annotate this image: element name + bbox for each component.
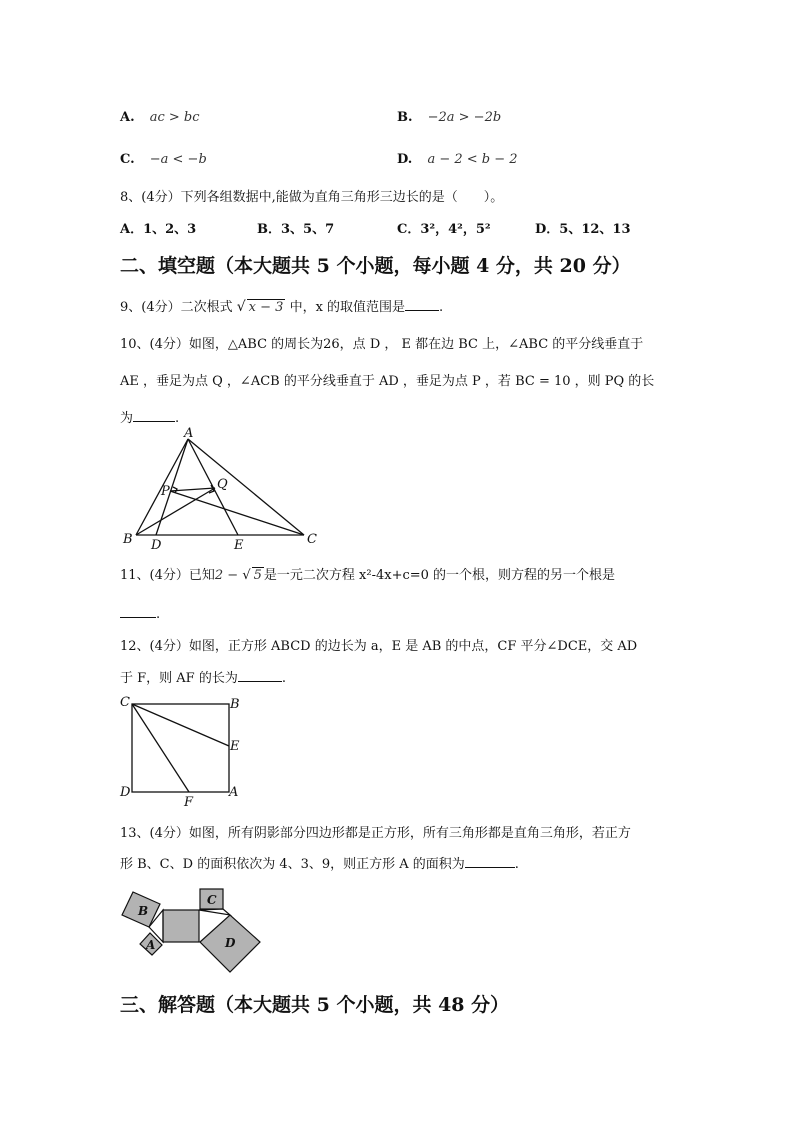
- q10-bisector-c: [170, 491, 304, 535]
- q7-option-c-letter: C.: [120, 152, 135, 167]
- q13-answer-blank: [465, 855, 515, 868]
- q7-option-a-letter: A.: [120, 110, 135, 125]
- q10-bisector-b: [136, 488, 215, 535]
- q10-triangle-figure: [115, 425, 325, 555]
- q7-option-d-letter: D.: [397, 152, 413, 167]
- q7-option-a: [120, 106, 200, 125]
- q11-answer-blank: [120, 605, 156, 618]
- q10-end: .: [175, 411, 180, 426]
- q7-option-c: [120, 148, 207, 167]
- section2-title: 二、填空题（本大题共 5 个小题，每小题 4 分，共 20 分）: [120, 255, 631, 277]
- q10-label-b: B: [123, 532, 133, 547]
- q9-end: .: [439, 300, 444, 315]
- q12-segment-cf: [132, 704, 189, 792]
- q8-option-a: A．1、2、3: [120, 222, 197, 237]
- q12-line1: 12、(4分）如图，正方形 ABCD 的边长为 a，E 是 AB 的中点，CF 平分∠DCE，交 AD: [120, 639, 638, 654]
- q13-squares-figure: [115, 880, 270, 980]
- q12-answer-blank: [238, 669, 282, 682]
- q11-end: .: [156, 607, 161, 622]
- q10-label-e: E: [234, 538, 244, 553]
- q13-line1: 13、(4分）如图，所有阴影部分四边形都是正方形，所有三角形都是直角三角形，若正方: [120, 826, 631, 841]
- q10-label-c: C: [307, 532, 317, 547]
- q11: 11、(4分）已知2 − √ 5 是一元二次方程 x²-4x+c=0 的一个根，则方程的另一个根是: [120, 568, 616, 583]
- q7-option-d: [397, 148, 518, 167]
- q7-option-a-expr: ac > bc: [149, 110, 200, 125]
- section3-title: 三、解答题（本大题共 5 个小题，共 48 分）: [120, 994, 510, 1016]
- q10-segment-ae: [188, 439, 238, 535]
- q13-center-square: [163, 910, 199, 942]
- q13-label-b: B: [138, 904, 149, 918]
- q12-label-e: E: [230, 739, 240, 754]
- q8-option-c: C．3²，4²，5²: [397, 222, 491, 237]
- q7-option-b-expr: −2a > −2b: [427, 110, 502, 125]
- q10-label-a: A: [184, 426, 194, 441]
- q10-answer-blank: [133, 409, 175, 422]
- q10-line2: AE ，垂足为点 Q ，∠ACB 的平分线垂直于 AD ，垂足为点 P ，若 BC = 10 ，则 PQ 的长: [120, 374, 655, 389]
- q13-end: .: [514, 857, 519, 872]
- q8-option-d: D．5、12、13: [535, 222, 631, 237]
- q13-label-a: A: [146, 938, 156, 952]
- q12-label-f: F: [184, 795, 194, 810]
- q12-segment-ce: [132, 704, 229, 746]
- q7-option-d-expr: a − 2 < b − 2: [427, 152, 518, 167]
- q9-answer-blank: [405, 298, 439, 311]
- q12-end: .: [281, 671, 286, 686]
- q9-post: 中，x 的取值范围是: [285, 300, 406, 315]
- q9-radicand: x − 3: [248, 300, 284, 315]
- q12-label-a: A: [229, 785, 239, 800]
- q12-line2-text: 于 F，则 AF 的长为: [120, 671, 238, 686]
- q12-label-c: C: [120, 695, 130, 710]
- q10-line1: 10、(4分）如图，△ABC 的周长为26，点 D ， E 都在边 BC 上，∠ABC 的平分线垂直于: [120, 337, 644, 352]
- q13-line2: [120, 853, 519, 872]
- q13-label-d: D: [225, 936, 236, 950]
- q13-label-c: C: [207, 893, 217, 907]
- q11-root-rad: 5: [253, 568, 262, 583]
- q7-option-b: [397, 106, 501, 125]
- q10-label-d: D: [151, 538, 162, 553]
- q12-label-d: D: [120, 785, 131, 800]
- q10-label-p: P: [161, 484, 170, 499]
- q13-line2-text: 形 B、C、D 的面积依次为 4、3、9，则正方形 A 的面积为: [120, 857, 465, 872]
- q8-stem: 8、(4分）下列各组数据中,能做为直角三角形三边长的是（ ）。: [120, 190, 504, 205]
- q11-answer-line: [120, 605, 160, 622]
- q7-option-b-letter: B.: [397, 110, 413, 125]
- q9: 9、(4分）二次根式 √ x − 3 中，x 的取值范围是 .: [120, 299, 444, 315]
- q10-line3-text: 为: [120, 411, 134, 426]
- q10-side-ac: [188, 439, 304, 535]
- q10-label-q: Q: [217, 477, 228, 492]
- q11-pre: 11、(4分）已知: [120, 568, 215, 583]
- q7-option-c-expr: −a < −b: [149, 152, 207, 167]
- q11-root-int: 2 −: [214, 568, 243, 583]
- q10-line3: [120, 407, 179, 426]
- q9-pre: 9、(4分）二次根式: [120, 300, 237, 315]
- q13-triangle-right: [199, 909, 230, 915]
- q8-option-b: B．3、5、7: [257, 222, 335, 237]
- q12-line2: [120, 667, 286, 686]
- q12-label-b: B: [230, 697, 240, 712]
- q12-square-figure: [116, 692, 246, 810]
- q11-post: 是一元二次方程 x²-4x+c=0 的一个根，则方程的另一个根是: [263, 568, 616, 583]
